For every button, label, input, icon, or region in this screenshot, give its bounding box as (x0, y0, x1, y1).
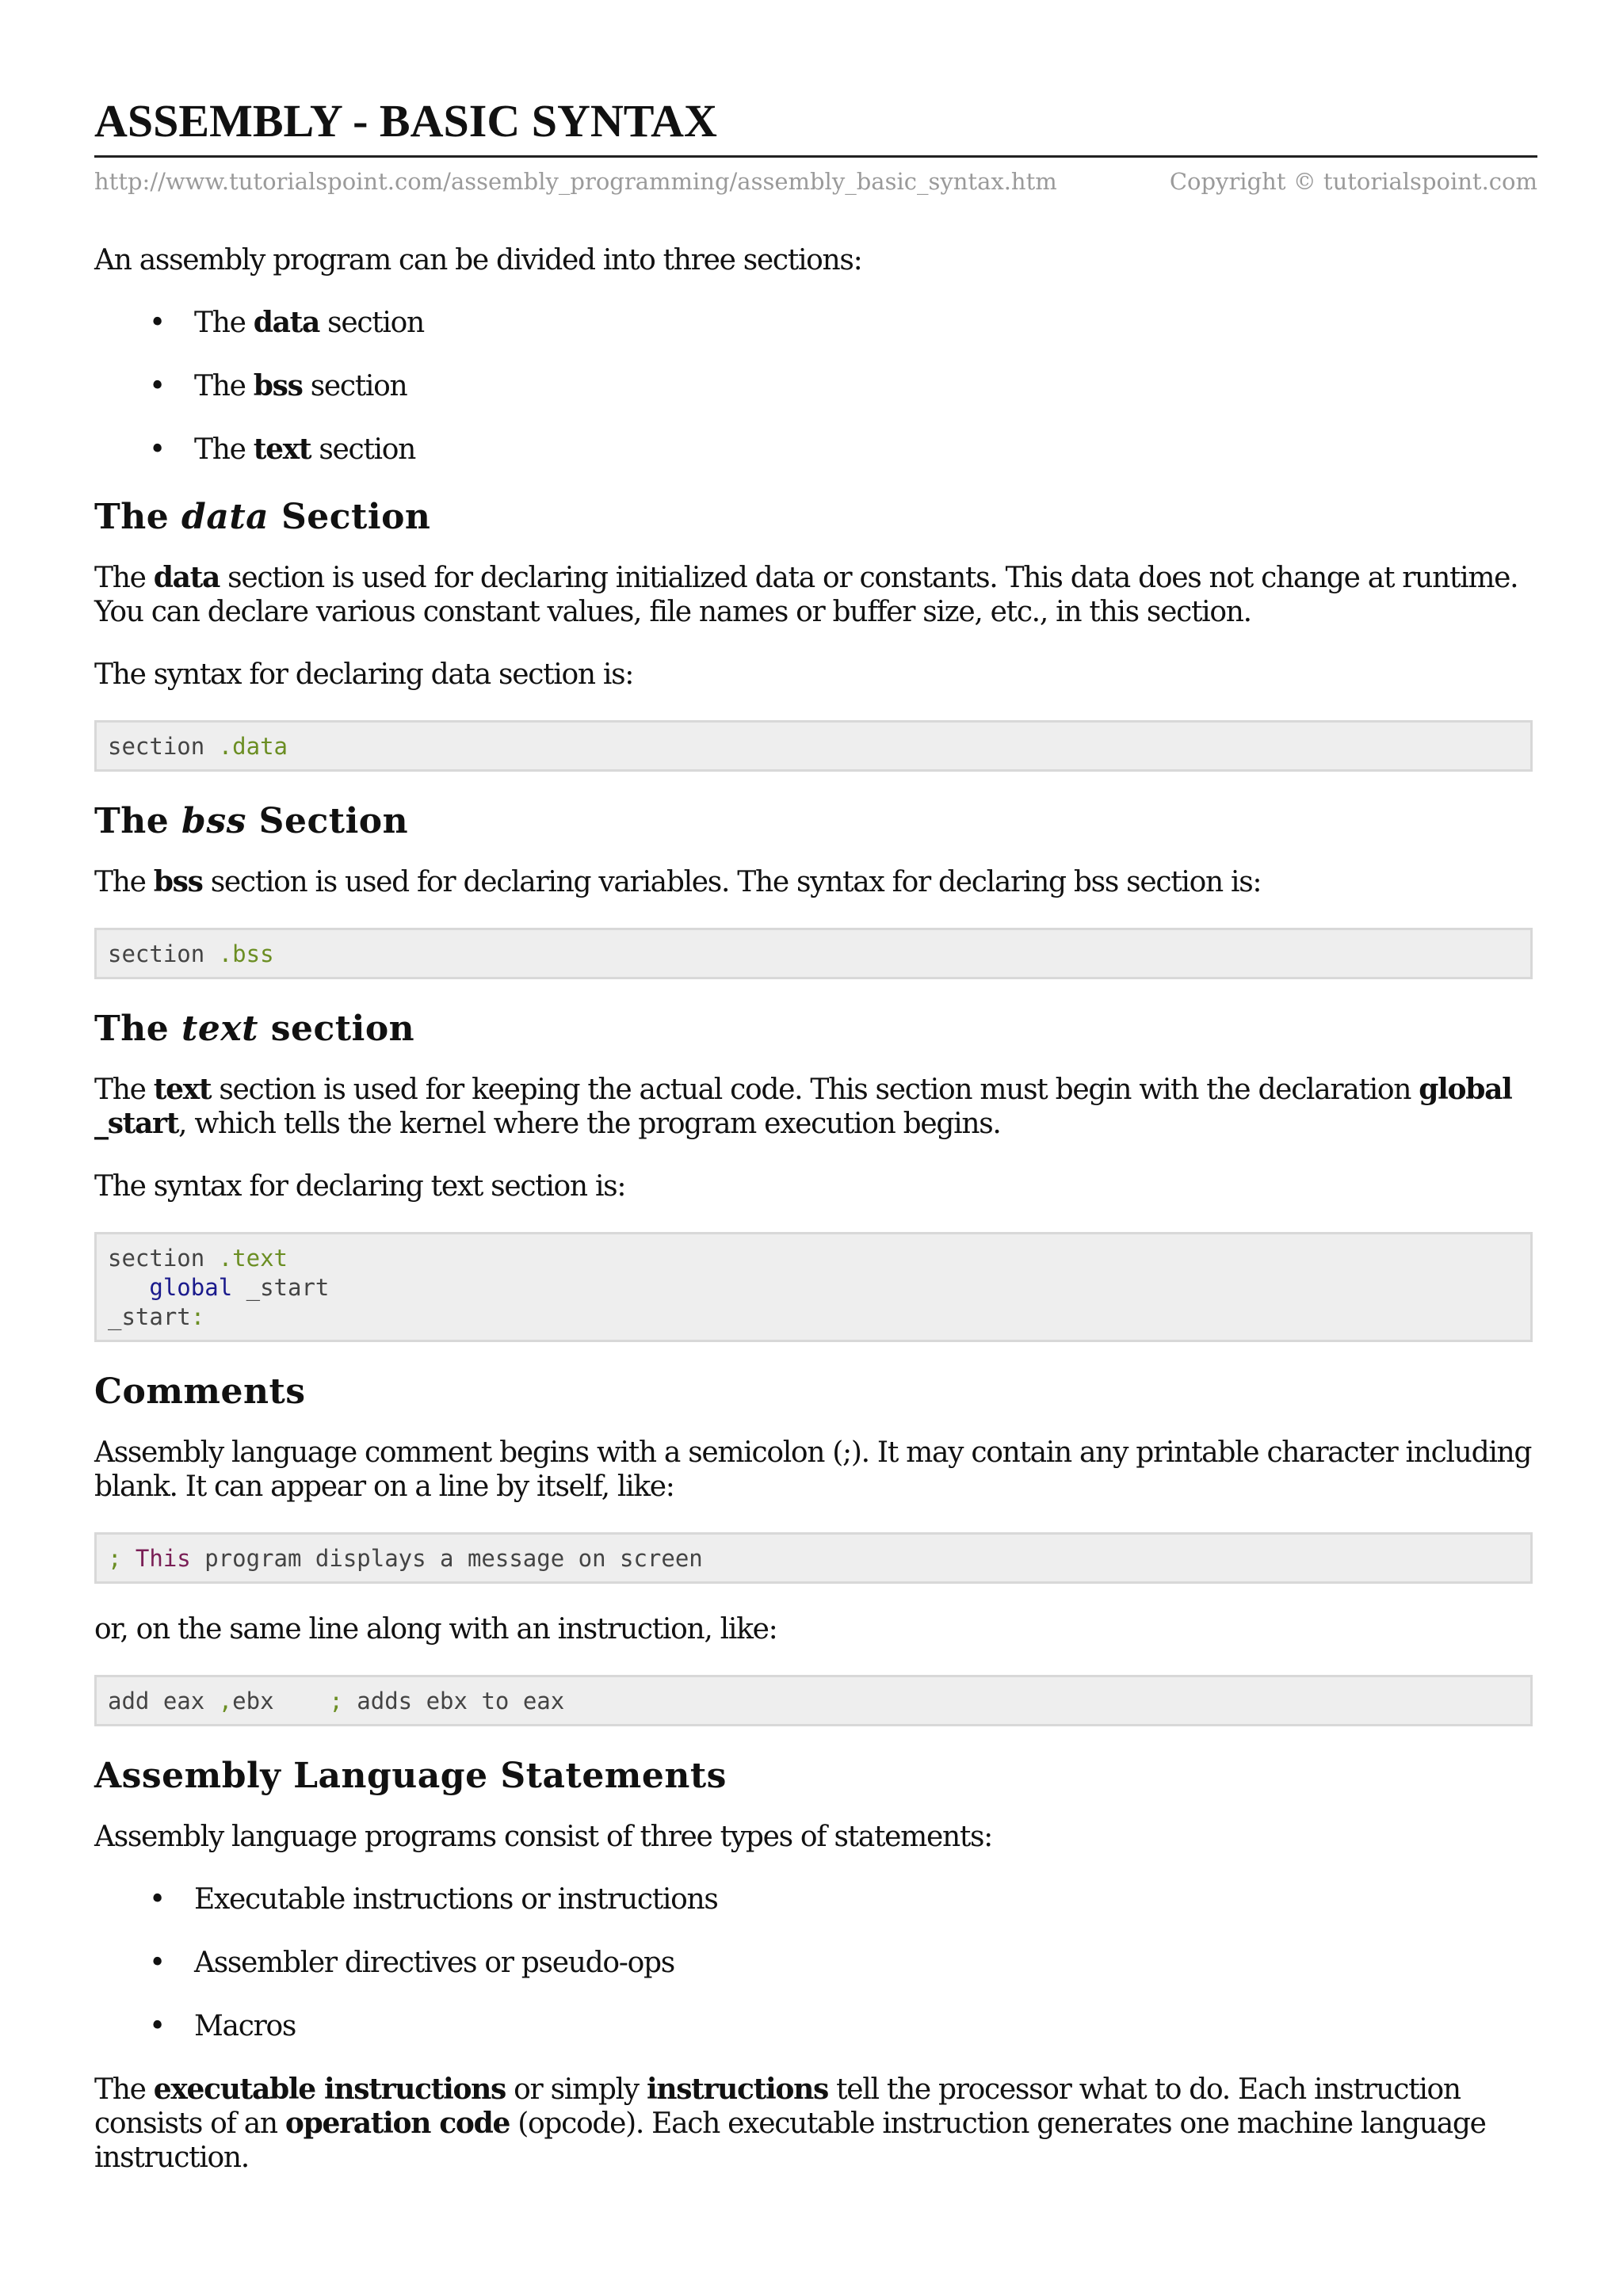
page-meta (94, 166, 1537, 197)
intro-section (94, 243, 1537, 467)
bullet-icon: • (149, 307, 165, 339)
statement-types-list (94, 1882, 1537, 2043)
heading-comments: Comments (94, 1371, 306, 1412)
page-title: ASSEMBLY - BASIC SYNTAX (94, 95, 717, 147)
source-url[interactable]: http://www.tutorialspoint.com/assembly_programming/assembly_basic_syntax.htm (94, 168, 1057, 195)
list-item: • The text section (149, 433, 416, 466)
sections-list (94, 306, 1537, 467)
list-item: • The data section (149, 306, 424, 339)
code-block-bss[interactable]: section .bss (94, 928, 1533, 979)
text-section-description: The text section is used for keeping the actual code. This section must begin with the declaration global _start, which tells the kernel where the program execution begins. (94, 1073, 1512, 1140)
heading-data-section: The data Section (94, 497, 431, 537)
code-block-comment[interactable]: ; This program displays a message on screen (94, 1532, 1533, 1584)
data-section-syntax-intro: The syntax for declaring data section is: (94, 658, 634, 691)
heading-text-section: The text section (94, 1009, 415, 1049)
comments-description: Assembly language comment begins with a semicolon (;). It may contain any printable character including blank. It can appear on a line by itself, like: (94, 1436, 1532, 1503)
heading-statements: Assembly Language Statements (94, 1756, 727, 1796)
bullet-icon: • (149, 433, 165, 466)
list-item: • Assembler directives or pseudo-ops (149, 1947, 674, 1979)
copyright-notice: Copyright © tutorialspoint.com (1169, 168, 1537, 195)
title-divider (94, 155, 1537, 158)
list-item: • Macros (149, 2010, 296, 2042)
bss-section-description: The bss section is used for declaring variables. The syntax for declaring bss section is: (94, 865, 1262, 898)
heading-bss-section: The bss Section (94, 801, 409, 841)
list-item: • The bss section (149, 369, 407, 402)
comments-inline-intro: or, on the same line along with an instruction, like: (94, 1613, 777, 1646)
text-section-syntax-intro: The syntax for declaring text section is: (94, 1170, 626, 1203)
code-block-text[interactable]: section .text global _start _start: (94, 1232, 1533, 1342)
intro-paragraph: An assembly program can be divided into three sections: (94, 244, 862, 277)
bullet-icon: • (149, 2010, 165, 2042)
bullet-icon: • (149, 370, 165, 402)
list-item: • Executable instructions or instructions (149, 1883, 718, 1916)
code-block-inline-comment[interactable]: add eax ,ebx ; adds ebx to eax (94, 1675, 1533, 1726)
code-block-data[interactable]: section .data (94, 720, 1533, 772)
bullet-icon: • (149, 1947, 165, 1979)
data-section-description: The data section is used for declaring initialized data or constants. This data does not change at runtime. You can declare various constant values, file names or buffer size, etc., in this section. (94, 561, 1518, 628)
executable-instructions-description: The executable instructions or simply instructions tell the processor what to do. Each instruction consists of an operation code (opcode). Each executable instruction generates one machine language instruction. (94, 2073, 1486, 2174)
bullet-icon: • (149, 1883, 165, 1916)
statements-intro: Assembly language programs consist of three types of statements: (94, 1821, 993, 1853)
